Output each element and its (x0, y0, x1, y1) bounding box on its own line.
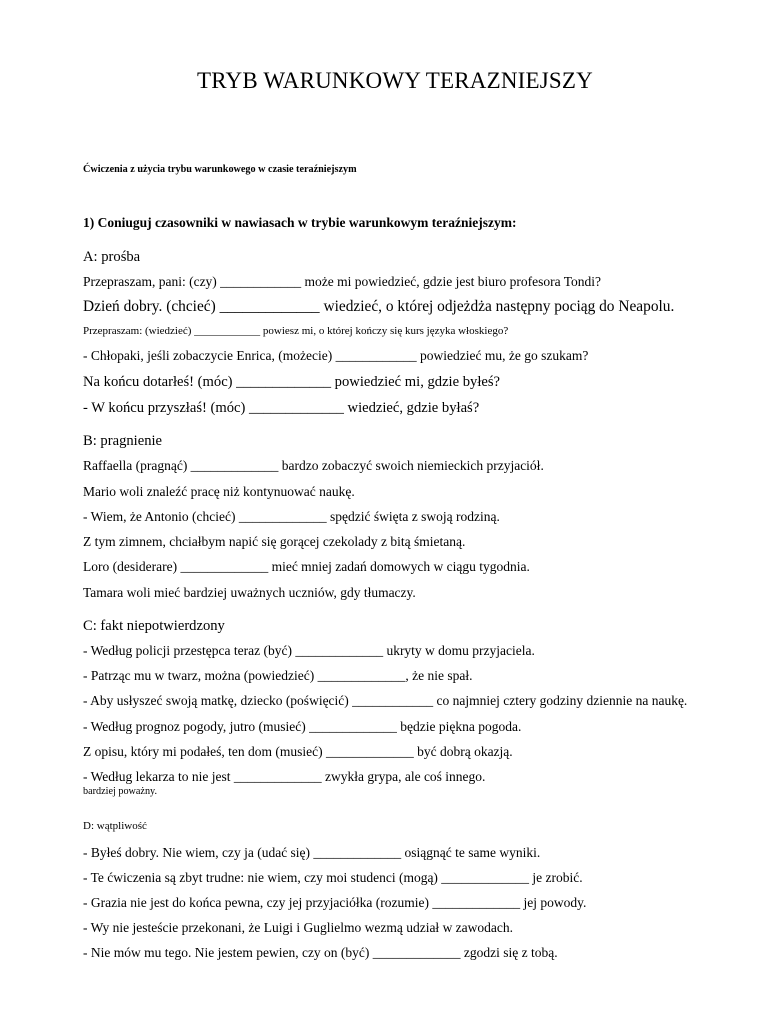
exercise-line: Przepraszam, pani: (czy) ____________ może mi powiedzieć, gdzie jest biuro profesora Tondi? (83, 274, 602, 289)
exercise-line: - Grazia nie jest do końca pewna, czy jej przyjaciółka (rozumie) _____________ jej powody. (83, 895, 587, 910)
exercise-line: - Według lekarza to nie jest _____________ zwykła grypa, ale coś innego. (83, 769, 486, 784)
exercise-line: Na końcu dotarłeś! (móc) _____________ powiedzieć mi, gdzie byłeś? (83, 374, 501, 390)
exercise-line: Z tym zimnem, chciałbym napić się gorącej czekolady z bitą śmietaną. (83, 534, 466, 549)
exercise-line: Tamara woli mieć bardziej uważnych uczniów, gdy tłumaczy. (83, 585, 416, 600)
exercise-line: Mario woli znaleźć pracę niż kontynuować naukę. (83, 484, 355, 499)
section-b-heading: B: pragnienie (83, 433, 163, 449)
exercise-line: Przepraszam: (wiedzieć) ____________ powiesz mi, o której kończy się kurs języka włoskiego? (83, 325, 509, 337)
subtitle: Ćwiczenia z użycia trybu warunkowego w czasie teraźniejszym (83, 164, 357, 175)
exercise-line: - Według prognoz pogody, jutro (musieć) _____________ będzie piękna pogoda. (83, 719, 522, 734)
exercise-line: - Chłopaki, jeśli zobaczycie Enrica, (możecie) ____________ powiedzieć mu, że go szukam? (83, 348, 589, 363)
exercise-line: - Wiem, że Antonio (chcieć) _____________ spędzić święta z swoją rodziną. (83, 509, 500, 524)
section-d-heading: D: wątpliwość (83, 820, 147, 832)
exercise-line: Loro (desiderare) _____________ mieć mniej zadań domowych w ciągu tygodnia. (83, 559, 530, 574)
exercise-line: - Wy nie jesteście przekonani, że Luigi i Guglielmo wezmą udział w zawodach. (83, 920, 514, 935)
exercise-line: Dzień dobry. (chcieć) _____________ wiedzieć, o której odjeżdża następny pociąg do Neapolu. (83, 298, 675, 315)
exercise-line: - Patrząc mu w twarz, można (powiedzieć) _____________, że nie spał. (83, 668, 473, 683)
exercise-line: - Te ćwiczenia są zbyt trudne: nie wiem, czy moi studenci (mogą) _____________ je zrobić. (83, 870, 583, 885)
exercise-line: Z opisu, który mi podałeś, ten dom (musieć) _____________ być dobrą okazją. (83, 744, 513, 759)
exercise-line: - Byłeś dobry. Nie wiem, czy ja (udać się) _____________ osiągnąć te same wyniki. (83, 845, 541, 860)
footnote: bardziej poważny. (83, 786, 158, 797)
exercise-instruction: 1) Coniuguj czasowniki w nawiasach w trybie warunkowym teraźniejszym: (83, 215, 517, 230)
section-c-heading: C: fakt niepotwierdzony (83, 618, 225, 634)
section-a-heading: A: prośba (83, 249, 141, 265)
exercise-line: - W końcu przyszłaś! (móc) _____________ wiedzieć, gdzie byłaś? (83, 400, 480, 416)
exercise-line: - Aby usłyszeć swoją matkę, dziecko (poświęcić) ____________ co najmniej cztery godziny dziennie na naukę. (83, 693, 688, 708)
exercise-line: - Nie mów mu tego. Nie jestem pewien, czy on (być) _____________ zgodzi się z tobą. (83, 945, 558, 960)
exercise-line: Raffaella (pragnąć) _____________ bardzo zobaczyć swoich niemieckich przyjaciół. (83, 458, 544, 473)
exercise-line: - Według policji przestępca teraz (być) _____________ ukryty w domu przyjaciela. (83, 643, 535, 658)
document-title: TRYB WARUNKOWY TERAZNIEJSZY (197, 68, 593, 93)
